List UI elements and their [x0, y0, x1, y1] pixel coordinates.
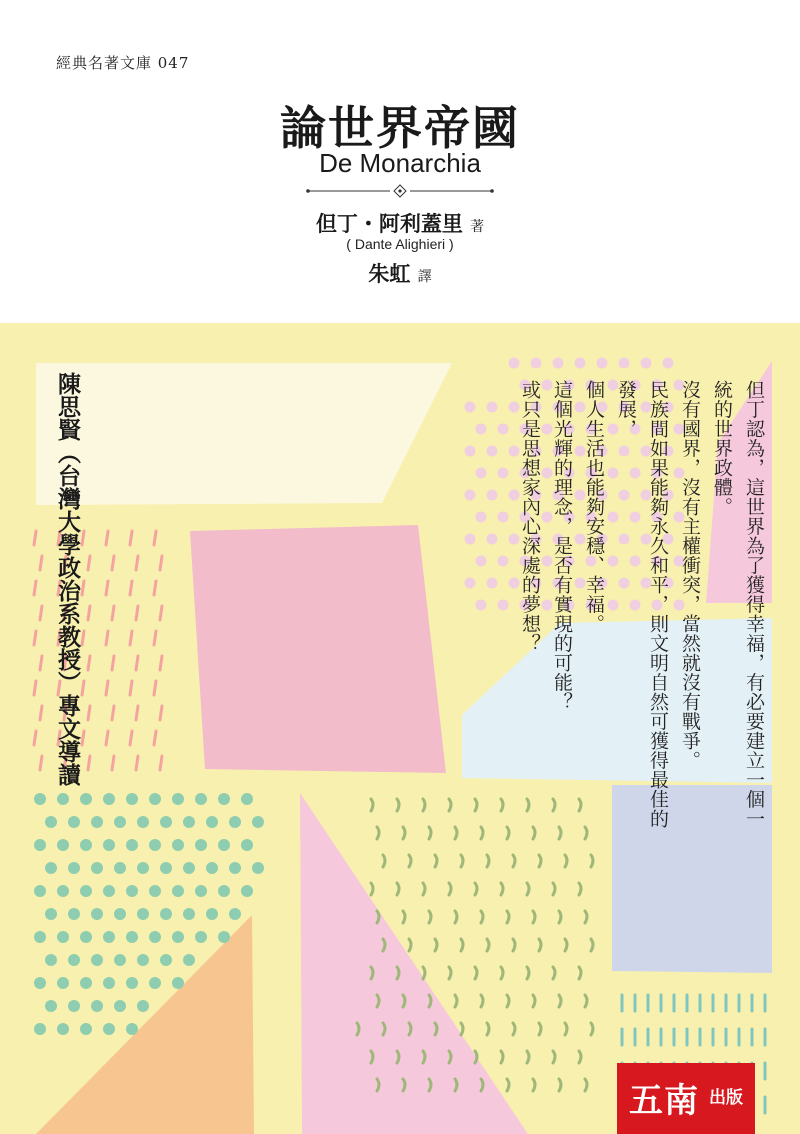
blurb-line: 這個光輝的理念，是否有實現的可能？: [551, 380, 573, 712]
blurb-text: [514, 380, 770, 830]
translator-name: 朱虹: [368, 261, 411, 286]
blurb-line: 民族間如果能夠永久和平，則文明自然可獲得最佳的發展，: [615, 380, 669, 829]
blurb-line: 個人生活也能夠安穩、幸福。: [583, 380, 605, 634]
cover-header: [0, 0, 800, 323]
author-role: 著: [470, 219, 485, 235]
author-line: [0, 208, 800, 238]
cover-artwork: [0, 323, 800, 1134]
publisher-logo: [617, 1063, 755, 1134]
author-name: 但丁・阿利蓋里: [315, 211, 463, 236]
author-latin-name: ( Dante Alighieri ): [346, 236, 454, 252]
blurb-line: 沒有國界，沒有主權衝突，當然就沒有戰爭。: [679, 380, 701, 770]
book-title-latin: De Monarchia: [319, 148, 481, 178]
pink-quad: [190, 525, 446, 773]
series-label: 經典名著文庫 047: [56, 54, 190, 72]
blurb-line: 但丁認為，這世界為了獲得幸福，有必要建立一個一統的世界政體。: [711, 380, 765, 829]
orange-triangle: [36, 915, 254, 1134]
publisher-suffix: 出版: [709, 1088, 743, 1108]
translator-line: [0, 258, 800, 288]
publisher-name: 五南: [629, 1081, 699, 1121]
blurb-line: 或只是思想家內心深處的夢想？: [519, 380, 541, 653]
book-title: 論世界帝國: [280, 101, 520, 155]
foreword-credit: 陳思賢（台灣大學政治系教授）專文導讀: [54, 372, 81, 786]
translator-role: 譯: [417, 269, 432, 285]
pink-triangle: [300, 793, 528, 1134]
ornament-divider: [306, 184, 494, 198]
cream-block: [36, 363, 452, 505]
